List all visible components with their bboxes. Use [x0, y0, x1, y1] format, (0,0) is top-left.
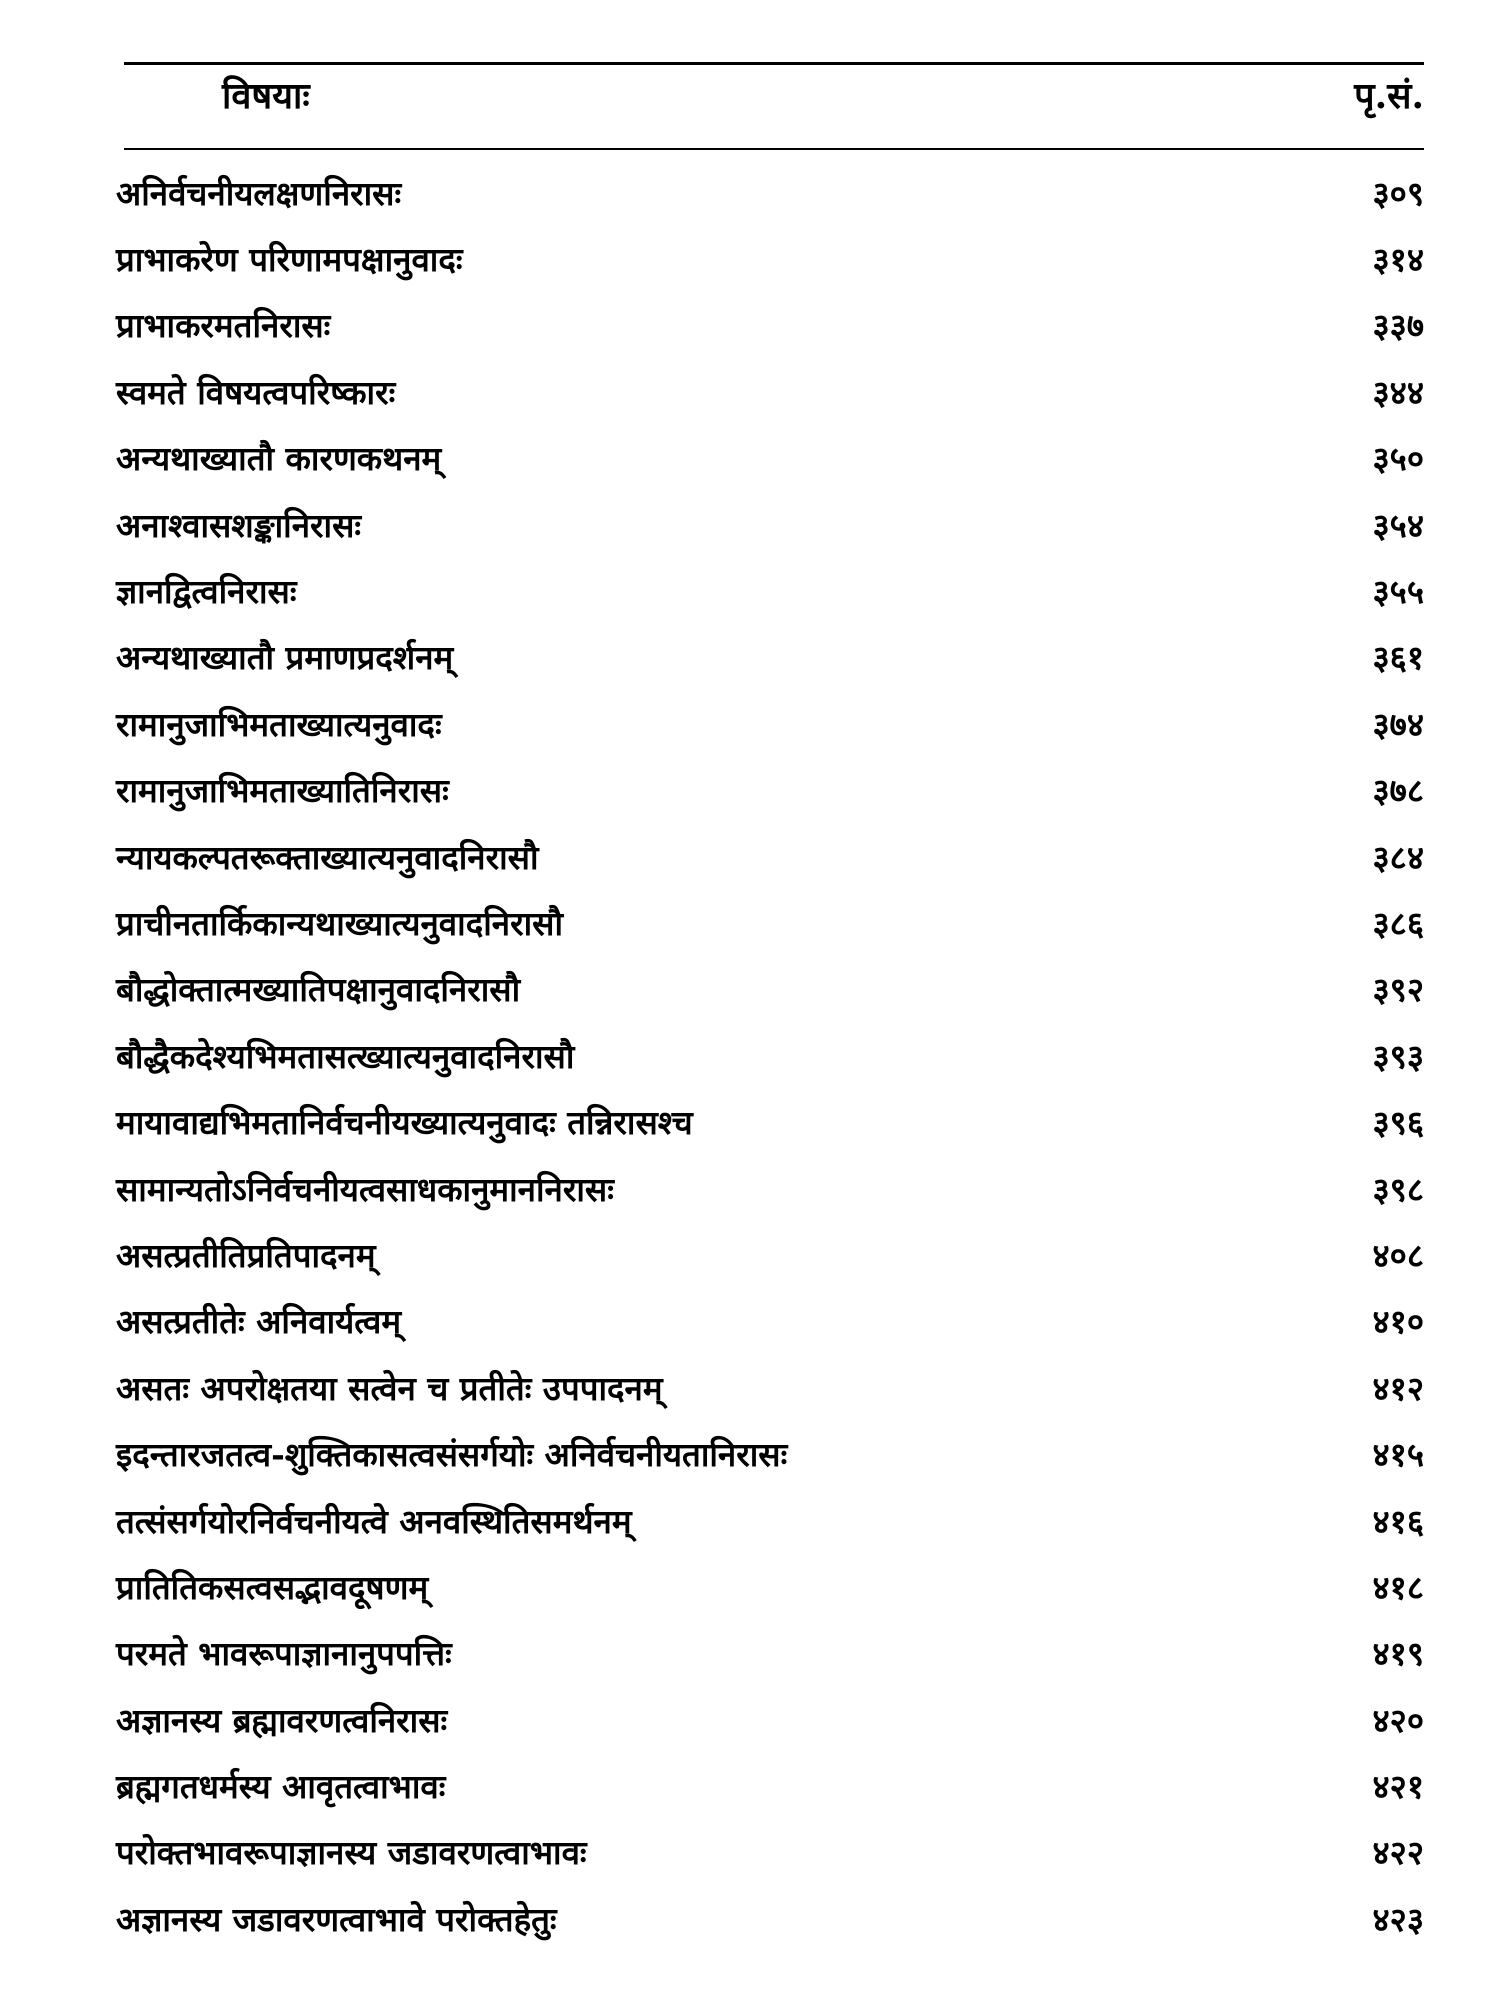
toc-entry-title: प्रातितिकसत्वसद्भावदूषणम्	[116, 1567, 429, 1607]
toc-entry-title: स्वमते विषयत्वपरिष्कारः	[116, 372, 396, 412]
toc-entry	[116, 957, 1424, 1023]
toc-entry-page-number: ४२३	[1372, 1899, 1424, 1939]
toc-entry-page-number: ३९८	[1372, 1169, 1424, 1209]
toc-entry	[116, 1820, 1424, 1886]
toc-entry	[116, 492, 1424, 558]
toc-entry	[116, 1488, 1424, 1554]
toc-entry-title: अनिर्वचनीयलक्षणनिरासः	[116, 173, 402, 213]
toc-entry-title: अज्ञानस्य जडावरणत्वाभावे परोक्तहेतुः	[116, 1899, 557, 1939]
toc-entry	[116, 1886, 1424, 1952]
toc-entry-title: तत्संसर्गयोरनिर्वचनीयत्वे अनवस्थितिसमर्थनम्	[116, 1501, 632, 1541]
toc-entry-page-number: ३०९	[1372, 173, 1424, 213]
toc-entry-title: रामानुजाभिमताख्यातिनिरासः	[116, 771, 449, 811]
toc-entry	[116, 1355, 1424, 1421]
toc-entry	[116, 691, 1424, 757]
toc-entry	[116, 426, 1424, 492]
toc-entry-page-number: ३१४	[1372, 240, 1424, 280]
top-rule	[124, 62, 1424, 65]
toc-entry-page-number: ४२१	[1372, 1767, 1424, 1807]
toc-entry	[116, 1222, 1424, 1288]
toc-entry-page-number: ३५०	[1372, 439, 1424, 479]
toc-entry-page-number: ३३७	[1372, 306, 1424, 346]
toc-entry-title: सामान्यतोऽनिर्वचनीयत्वसाधकानुमाननिरासः	[116, 1169, 614, 1209]
toc-entry-title: इदन्तारजतत्व-शुक्तिकासत्वसंसर्गयोः अनिर्वचनीयतानिरासः	[116, 1435, 788, 1475]
toc-entry	[116, 625, 1424, 691]
toc-entry	[116, 758, 1424, 824]
subject-column-header: विषयाः	[222, 75, 310, 117]
toc-entry	[116, 1554, 1424, 1620]
toc-entry	[116, 1156, 1424, 1222]
toc-entry	[116, 226, 1424, 292]
toc-entry-title: प्राचीनतार्किकान्यथाख्यात्यनुवादनिरासौ	[116, 903, 563, 943]
toc-entry-page-number: ४१८	[1372, 1567, 1424, 1607]
toc-entry-title: अन्यथाख्यातौ कारणकथनम्	[116, 439, 442, 479]
toc-entry-page-number: ४०८	[1372, 1235, 1424, 1275]
toc-entry-title: परमते भावरूपाज्ञानानुपपत्तिः	[116, 1634, 452, 1674]
toc-entry-title: अन्यथाख्यातौ प्रमाणप्रदर्शनम्	[116, 638, 454, 678]
toc-entry	[116, 1421, 1424, 1487]
toc-entry-page-number: ४२०	[1372, 1700, 1424, 1740]
toc-entry-page-number: ३८६	[1372, 903, 1424, 943]
toc-entry-page-number: ३९३	[1372, 1036, 1424, 1076]
toc-entry	[116, 824, 1424, 890]
toc-entry-title: असत्प्रतीतेः अनिवार्यत्वम्	[116, 1302, 402, 1342]
toc-entry-title: असतः अपरोक्षतया सत्वेन च प्रतीतेः उपपादनम्	[116, 1368, 663, 1408]
toc-entry-page-number: ४१५	[1372, 1435, 1424, 1475]
toc-entry-page-number: ३५४	[1372, 505, 1424, 545]
toc-entry	[116, 890, 1424, 956]
toc-entry	[116, 359, 1424, 425]
toc-entry	[116, 1023, 1424, 1089]
toc-entry	[116, 1089, 1424, 1155]
toc-entry-page-number: ३८४	[1372, 837, 1424, 877]
toc-entry-title: अनाश्वासशङ्कानिरासः	[116, 505, 362, 545]
toc-entry-page-number: ३९२	[1372, 970, 1424, 1010]
toc-entry-page-number: ४१६	[1372, 1501, 1424, 1541]
toc-entry	[116, 558, 1424, 624]
toc-entry-page-number: ३७८	[1372, 771, 1424, 811]
table-of-contents	[116, 160, 1424, 1953]
toc-entry-title: परोक्तभावरूपाज्ञानस्य जडावरणत्वाभावः	[116, 1833, 587, 1873]
toc-entry-title: असत्प्रतीतिप्रतिपादनम्	[116, 1235, 376, 1275]
toc-entry-title: प्राभाकरमतनिरासः	[116, 306, 331, 346]
toc-entry-page-number: ४१९	[1372, 1634, 1424, 1674]
toc-entry-page-number: ३६१	[1372, 638, 1424, 678]
toc-entry-page-number: ४२२	[1372, 1833, 1424, 1873]
toc-entry-page-number: ४१०	[1372, 1302, 1424, 1342]
toc-entry-title: ब्रह्मगतधर्मस्य आवृतत्वाभावः	[116, 1767, 446, 1807]
toc-entry-title: बौद्धोक्तात्मख्यातिपक्षानुवादनिरासौ	[116, 970, 521, 1010]
toc-entry	[116, 1289, 1424, 1355]
toc-entry-title: ज्ञानद्वित्वनिरासः	[116, 572, 297, 612]
toc-entry-page-number: ३४४	[1372, 372, 1424, 412]
toc-entry	[116, 1753, 1424, 1819]
header-rule	[124, 148, 1424, 150]
toc-entry-title: बौद्धैकदेश्यभिमतासत्ख्यात्यनुवादनिरासौ	[116, 1036, 575, 1076]
toc-entry-title: अज्ञानस्य ब्रह्मावरणत्वनिरासः	[116, 1700, 448, 1740]
toc-entry	[116, 1687, 1424, 1753]
toc-entry-page-number: ३५५	[1372, 572, 1424, 612]
toc-entry-page-number: ३७४	[1372, 704, 1424, 744]
toc-entry-title: न्यायकल्पतरूक्ताख्यात्यनुवादनिरासौ	[116, 837, 539, 877]
toc-entry-title: मायावाद्यभिमतानिर्वचनीयख्यात्यनुवादः तन्निरासश्च	[116, 1103, 693, 1143]
toc-entry-title: रामानुजाभिमताख्यात्यनुवादः	[116, 704, 442, 744]
toc-entry-title: प्राभाकरेण परिणामपक्षानुवादः	[116, 240, 463, 280]
toc-entry	[116, 293, 1424, 359]
toc-entry	[116, 1621, 1424, 1687]
toc-entry-page-number: ३९६	[1372, 1103, 1424, 1143]
toc-entry-page-number: ४१२	[1372, 1368, 1424, 1408]
toc-entry	[116, 160, 1424, 226]
page-number-column-header: पृ.सं.	[1354, 75, 1424, 117]
